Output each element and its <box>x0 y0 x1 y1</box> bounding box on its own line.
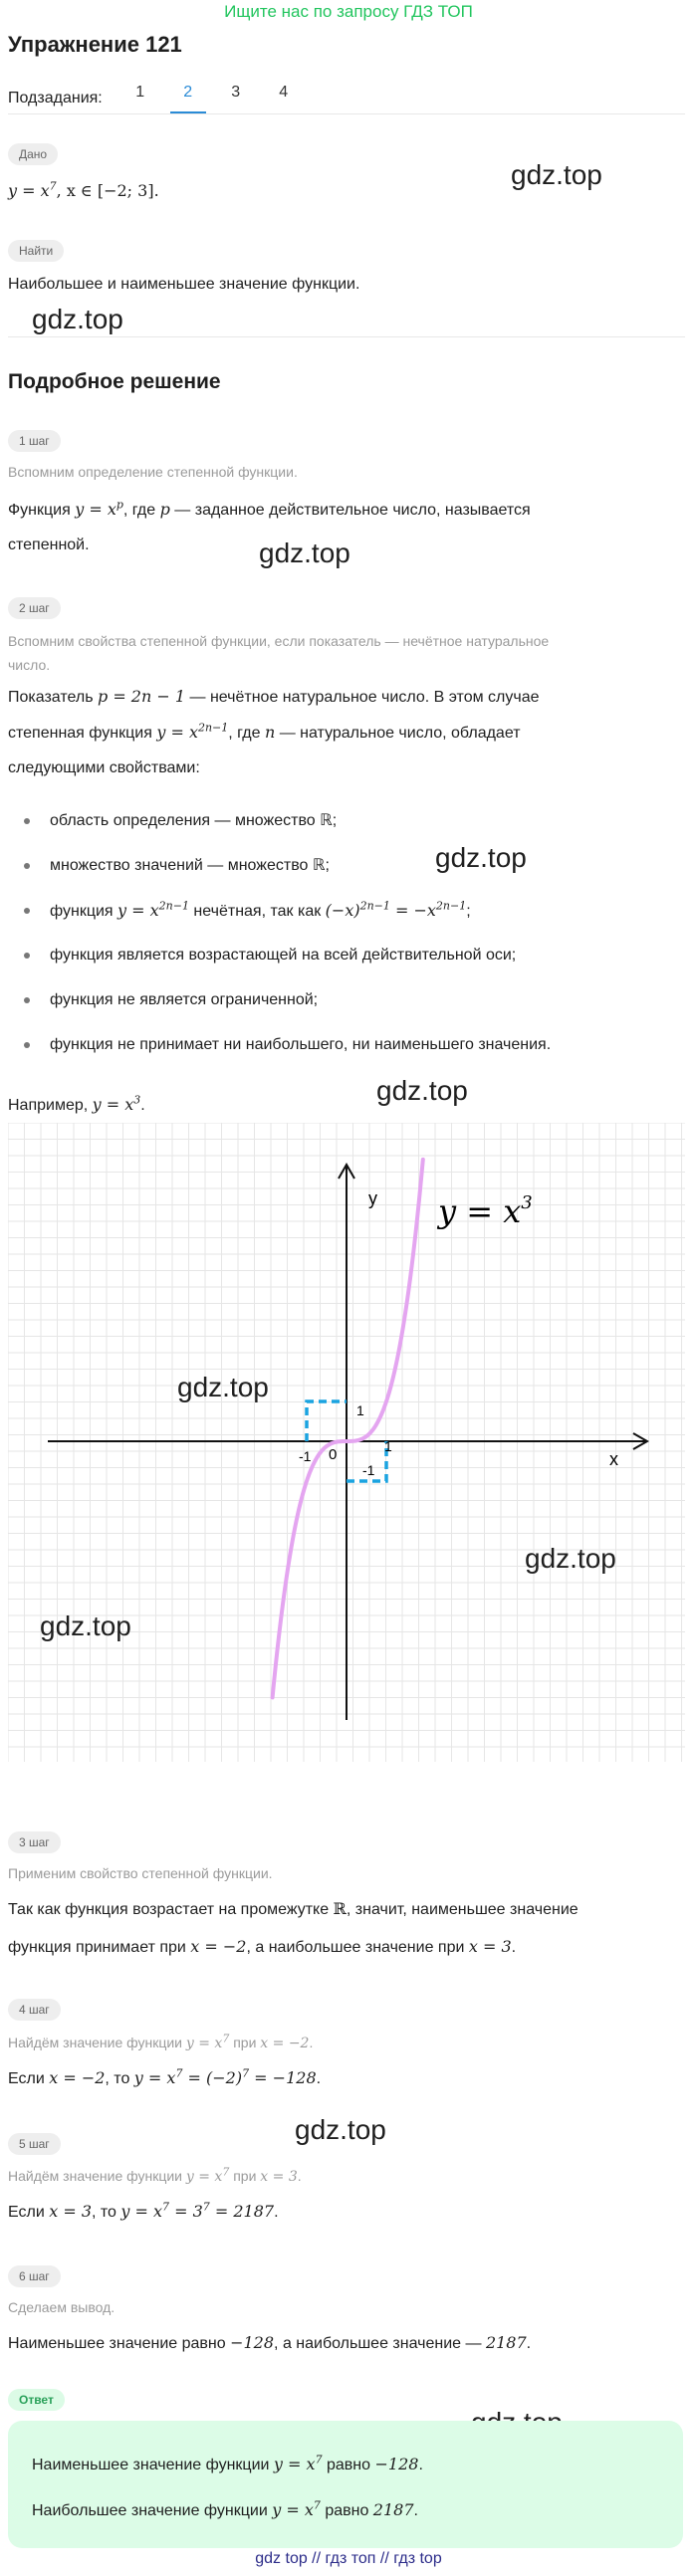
subtask-tab-4[interactable]: 4 <box>279 84 289 101</box>
step-chip: 4 шаг <box>8 1999 61 2021</box>
step-hint: Вспомним определение степенной функции. <box>8 464 298 480</box>
answer-chip: Ответ <box>8 2389 65 2411</box>
list-item: функция не является ограниченной; <box>8 977 685 1022</box>
watermark: gdz.top <box>32 304 123 334</box>
list-item: множество значений — множество ℝ; <box>8 843 685 888</box>
answer-box <box>8 2421 683 2548</box>
footer-link[interactable]: гдз top <box>393 2550 442 2567</box>
footer-links <box>0 2550 697 2568</box>
subtasks-label: Подзадания: <box>8 90 103 107</box>
watermark: gdz.top <box>259 537 350 568</box>
footer-separator: // <box>307 2550 326 2567</box>
find-text: Наибольшее и наименьшее значение функции. <box>8 276 360 293</box>
cubic-graph <box>8 1123 685 1762</box>
find-chip: Найти <box>8 240 64 262</box>
footer-link[interactable]: гдз топ <box>325 2550 376 2567</box>
subtask-tab-2[interactable]: 2 <box>164 84 212 113</box>
list-item: функция не принимает ни наибольшего, ни наименьшего значения. <box>8 1022 685 1067</box>
tick-label-y-pos: 1 <box>356 1402 364 1418</box>
footer-separator: // <box>375 2550 394 2567</box>
step-text: следующими свойствами: <box>8 759 200 776</box>
list-item: функция $y = x^{2n-1}$ нечётная, так как $(-x)^{2n-1} = -x^{2n-1}$; <box>8 888 685 933</box>
step-chip: 1 шаг <box>8 430 61 452</box>
watermark: gdz.top <box>376 1075 468 1106</box>
curve-label: $y = x^3$ <box>438 1192 533 1230</box>
given-text: $y = x^7$, x ∈ [−2; 3]. <box>8 179 159 200</box>
answer-line-min: Наименьшее значение функции $y = x^7$ равно −128. <box>32 2453 423 2473</box>
tick-label-x-pos: 1 <box>384 1438 392 1454</box>
step-hint: число. <box>8 657 51 673</box>
step-text: Если x = 3, то $y = x^7 = 3^7 = 2187$. <box>8 2200 279 2221</box>
divider <box>8 113 685 114</box>
watermark: gdz.top <box>295 2114 386 2145</box>
watermark: gdz.top <box>177 1372 269 1402</box>
y-axis-label: y <box>368 1188 377 1208</box>
watermark: gdz.top <box>511 159 602 190</box>
page-title: Упражнение 121 <box>8 32 182 57</box>
step-hint: Вспомним свойства степенной функции, если показатель — нечётное натуральное <box>8 633 550 649</box>
step-hint: Найдём значение функции $y = x^7$ при x = −2. <box>8 2032 314 2051</box>
step-chip: 6 шаг <box>8 2265 61 2287</box>
step-text: функция принимает при x = −2, а наибольшее значение при x = 3. <box>8 1937 517 1956</box>
step-chip: 3 шаг <box>8 1831 61 1853</box>
cubic-curve <box>273 1160 423 1698</box>
step-text: Наименьшее значение равно −128, а наибольшее значение — 2187. <box>8 2333 532 2352</box>
subtasks-bar <box>8 84 308 113</box>
origin-label: 0 <box>329 1446 338 1463</box>
step-text: Так как функция возрастает на промежутке ℝ, значит, наименьшее значение <box>8 1899 579 1918</box>
step-hint: Сделаем вывод. <box>8 2299 116 2315</box>
step-text: Функция $y = x^p$, где p — заданное действительное число, называется <box>8 498 531 519</box>
step-hint: Применим свойство степенной функции. <box>8 1865 273 1881</box>
tick-label-y-neg: -1 <box>362 1462 375 1478</box>
list-item: функция является возрастающей на всей действительной оси; <box>8 933 685 977</box>
properties-list <box>8 798 685 1067</box>
watermark: gdz.top <box>40 1610 131 1641</box>
subtask-tab-3[interactable]: 3 <box>231 84 241 101</box>
step-text: Показатель p = 2n − 1 — нечётное натуральное число. В этом случае <box>8 687 540 706</box>
watermark: gdz.top <box>525 1543 616 1574</box>
given-chip: Дано <box>8 143 58 165</box>
list-item: область определения — множество ℝ; <box>8 798 685 843</box>
subtask-tab-1[interactable]: 1 <box>135 84 145 101</box>
watermark: gdz.top <box>435 842 527 873</box>
x-axis-label: x <box>609 1449 618 1469</box>
tick-label-x-neg: -1 <box>299 1448 312 1464</box>
step-text: степенной. <box>8 537 90 553</box>
solution-title: Подробное решение <box>8 370 221 393</box>
search-hint-link[interactable]: Ищите нас по запросу ГДЗ ТОП <box>224 2 473 21</box>
step-text: степенная функция $y = x^{2n-1}$, где n — натуральное число, обладает <box>8 721 521 742</box>
step-chip: 2 шаг <box>8 597 61 619</box>
example-text: Например, $y = x^3$. <box>8 1093 145 1114</box>
footer-link[interactable]: gdz top <box>255 2550 308 2567</box>
step-hint: Найдём значение функции $y = x^7$ при x = 3. <box>8 2165 302 2185</box>
divider <box>8 336 685 337</box>
answer-line-max: Наибольшее значение функции $y = x^7$ равно 2187. <box>32 2498 418 2519</box>
step-text: Если x = −2, то $y = x^7 = (-2)^7 = -128$. <box>8 2066 322 2087</box>
step-chip: 5 шаг <box>8 2133 61 2155</box>
